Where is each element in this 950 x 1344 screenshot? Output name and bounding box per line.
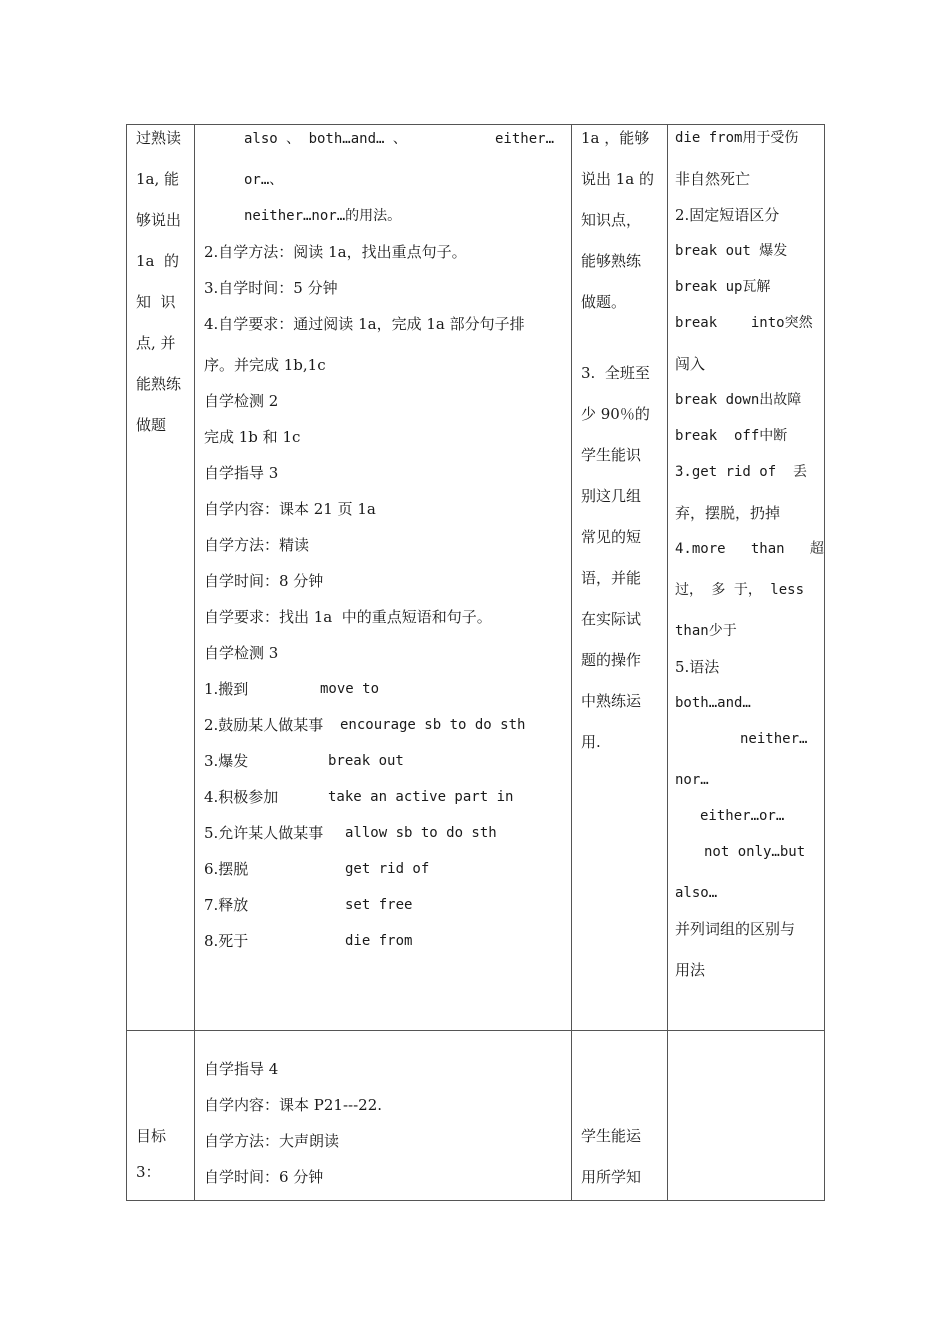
phrase-cn: 2.鼓励某人做某事 (204, 716, 324, 734)
notes-line: 3.get rid of 丢 (675, 464, 808, 480)
guidance-line: 自学内容：课本 21 页 1a (204, 500, 376, 518)
notes-line: 过， 多 于， less (675, 582, 805, 598)
notes-line: 2.固定短语区分 (675, 206, 780, 224)
phrase-en: allow sb to do sth (345, 825, 497, 841)
phrase-cn: 4.积极参加 (204, 788, 279, 806)
goal-line: 常见的短 (581, 528, 642, 546)
goal-line: 学生能运 (581, 1127, 642, 1145)
phrase-en: set free (345, 897, 413, 913)
phrase-cn: 8.死于 (204, 932, 249, 950)
table-row (127, 1031, 825, 1201)
phrase-en: take an active part in (328, 789, 514, 805)
phrase-cn: 5.允许某人做某事 (204, 824, 324, 842)
phrase-en: break out (328, 753, 404, 769)
goal-line: 学生能识 (581, 446, 642, 464)
guidance-line: either… (495, 131, 555, 147)
guidance-line: 自学检测 2 (204, 392, 279, 410)
guidance-line: neither…nor…的用法。 (244, 208, 402, 224)
phrase-cn: 7.释放 (204, 896, 249, 914)
goal-line: 知识点， (581, 211, 642, 229)
goal-line: 用. (581, 733, 601, 751)
goal-line: 3. 全班至 (581, 364, 650, 382)
objective-line: 1a, 能 (136, 170, 180, 188)
objective-line: 做题 (136, 416, 167, 434)
objective-line: 知 识 (136, 293, 176, 311)
phrase-cn: 3.爆发 (204, 752, 249, 770)
goal-line: 做题。 (581, 293, 627, 311)
guidance-line: 完成 1b 和 1c (204, 428, 301, 446)
guidance-line: 4.自学要求：通过阅读 1a，完成 1a 部分句子排 (204, 315, 525, 333)
guidance-line: 自学要求：找出 1a 中的重点短语和句子。 (204, 608, 492, 626)
guidance-line: 2.自学方法：阅读 1a，找出重点句子。 (204, 243, 467, 261)
notes-line: break into突然 (675, 315, 813, 331)
objective-line: 1a 的 (136, 252, 180, 270)
notes-line: 用法 (675, 961, 706, 979)
guidance-cell (195, 1031, 572, 1201)
objective-cell (127, 125, 195, 1031)
notes-line: 非自然死亡 (675, 170, 751, 188)
notes-line: 弃，摆脱，扔掉 (675, 504, 781, 522)
objective-line: 过熟读 (136, 129, 182, 147)
goal-line: 语，并能 (581, 569, 642, 587)
goal-line: 用所学知 (581, 1168, 642, 1186)
notes-line: 4.more than 超 (675, 541, 824, 557)
goal-line: 题的操作 (581, 651, 642, 669)
table-row (127, 125, 825, 1031)
objective-line: 3： (136, 1163, 161, 1181)
notes-line: nor… (675, 772, 709, 788)
objective-line: 能熟练 (136, 375, 182, 393)
objective-line: 目标 (136, 1127, 167, 1145)
goal-line: 说出 1a 的 (581, 170, 655, 188)
goal-line: 少 90％的 (581, 405, 650, 423)
phrase-en: encourage sb to do sth (340, 717, 526, 733)
phrase-cn: 6.摆脱 (204, 860, 249, 878)
notes-line: 并列词组的区别与 (675, 920, 796, 938)
goal-cell (572, 125, 668, 1031)
notes-line: neither… (740, 731, 808, 747)
guidance-line: 自学方法：精读 (204, 536, 310, 554)
phrase-en: die from (345, 933, 413, 949)
guidance-line: 自学内容：课本 P21---22. (204, 1096, 383, 1114)
guidance-line: 自学时间：8 分钟 (204, 572, 324, 590)
notes-line: not only…but (704, 844, 806, 860)
goal-line: 1a ，能够 (581, 129, 650, 147)
guidance-line: 自学检测 3 (204, 644, 279, 662)
guidance-line: 自学指导 3 (204, 464, 279, 482)
goal-line: 在实际试 (581, 610, 642, 628)
guidance-line: also 、 both…and… 、 (244, 131, 407, 147)
notes-line: break down出故障 (675, 392, 802, 408)
notes-line: die from用于受伤 (675, 130, 799, 146)
guidance-line: 序。并完成 1b,1c (204, 356, 326, 374)
objective-line: 点, 并 (136, 334, 176, 352)
objective-cell (127, 1031, 195, 1201)
notes-line: also… (675, 885, 718, 901)
notes-line: either…or… (700, 808, 785, 824)
notes-cell (668, 1031, 825, 1201)
goal-line: 中熟练运 (581, 692, 642, 710)
goal-cell (572, 1031, 668, 1201)
lesson-table (126, 124, 825, 1201)
guidance-line: 自学方法：大声朗读 (204, 1132, 340, 1150)
goal-line: 能够熟练 (581, 252, 642, 270)
goal-line: 别这几组 (581, 487, 642, 505)
guidance-line: 自学指导 4 (204, 1060, 279, 1078)
notes-line: than少于 (675, 623, 737, 639)
objective-line: 够说出 (136, 211, 182, 229)
notes-cell (668, 125, 825, 1031)
notes-line: both…and… (675, 695, 751, 711)
notes-line: break up瓦解 (675, 279, 771, 295)
phrase-cn: 1.搬到 (204, 680, 249, 698)
phrase-en: move to (320, 681, 380, 697)
notes-line: break out 爆发 (675, 243, 788, 259)
notes-line: 闯入 (675, 355, 706, 373)
notes-line: break off中断 (675, 428, 788, 444)
guidance-line: or…、 (244, 172, 284, 188)
phrase-en: get rid of (345, 861, 430, 877)
guidance-cell (195, 125, 572, 1031)
guidance-line: 3.自学时间：5 分钟 (204, 279, 338, 297)
guidance-line: 自学时间：6 分钟 (204, 1168, 324, 1186)
notes-line: 5.语法 (675, 658, 720, 676)
